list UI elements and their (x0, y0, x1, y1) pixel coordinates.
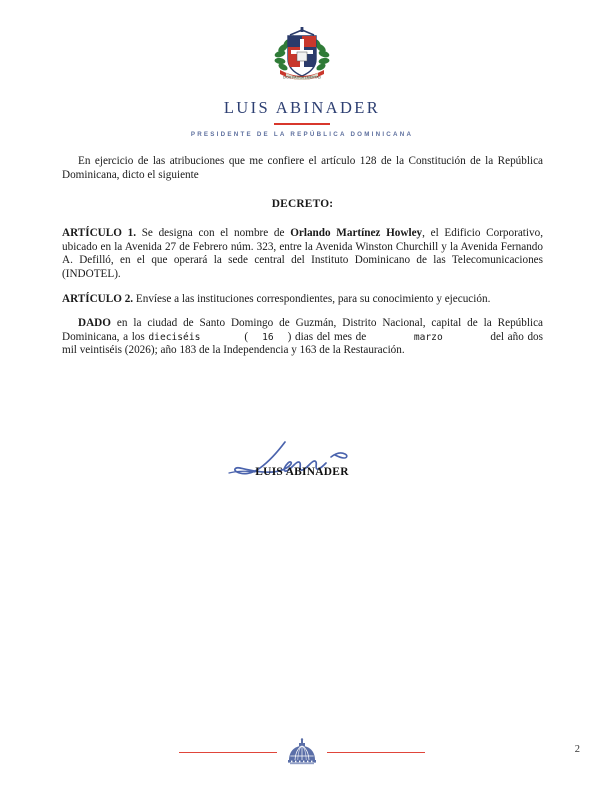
signature-block (0, 440, 604, 493)
page-footer (0, 738, 604, 772)
article-1-text-after: , el Edificio Corporativo, ubicado en la Avenida 27 de Febrero núm. 323, entre la Avenida Winston Churchill y la Avenida Fernando A. Defilló, en el que operará la sede central del Instituto Dominicano de las Telecomunicaciones (INDOTEL). (62, 227, 543, 280)
intro-paragraph: En ejercicio de las atribuciones que me confiere el artículo 128 de la Constitución de la República Dominicana, dicto el siguiente (62, 155, 543, 181)
dado-segment-2: dias del mes de (291, 330, 370, 343)
dado-segment-1: en la ciudad de Santo Domingo de Guzmán, Distrito Nacional, capital de la República Dominicana, a los (62, 317, 543, 343)
decreto-heading: DECRETO: (271, 198, 334, 211)
president-subtitle: PRESIDENTE DE LA REPÚBLICA DOMINICANA (190, 131, 414, 138)
article-1-paragraph (62, 227, 543, 281)
dado-paragraph (62, 317, 543, 358)
footer-rule-left (179, 752, 277, 753)
article-1-designated-name: Orlando Martínez Howley (290, 227, 423, 240)
article-2-paragraph (62, 293, 543, 307)
dado-open-paren: ( (244, 330, 249, 343)
article-2-text: Envíese a las instituciones correspondientes, para su conocimiento y ejecución. (133, 292, 491, 305)
capitol-dome-icon (286, 738, 318, 766)
president-name: LUIS ABINADER (223, 98, 381, 117)
document-body (62, 155, 543, 369)
dado-day-number-field: 16 (262, 331, 274, 343)
dado-segment-3: del año dos mil veintiséis (2026); año 183 de la Independencia y 163 de la Restauración. (62, 330, 543, 357)
footer-rule-right (327, 752, 425, 753)
letterhead (0, 26, 604, 138)
dado-label: DADO (78, 317, 111, 330)
signature-wrap (227, 440, 377, 488)
dado-month-field: marzo (413, 331, 443, 343)
svg-text:DIOS PATRIA LIBERTAD: DIOS PATRIA LIBERTAD (283, 75, 321, 80)
dado-close-paren: ) (287, 330, 292, 343)
footer-ornament (0, 738, 604, 766)
dado-day-word-field: dieciséis (148, 331, 201, 343)
article-2-label: ARTÍCULO 2. (62, 292, 134, 305)
coat-of-arms-icon (0, 26, 604, 84)
article-1-text-before: Se designa con el nombre de (136, 227, 291, 240)
page-number: 2 (574, 744, 580, 755)
letterhead-divider (274, 123, 330, 125)
signature-name: LUIS ABINADER (255, 466, 349, 478)
article-1-label: ARTÍCULO 1. (62, 227, 136, 240)
